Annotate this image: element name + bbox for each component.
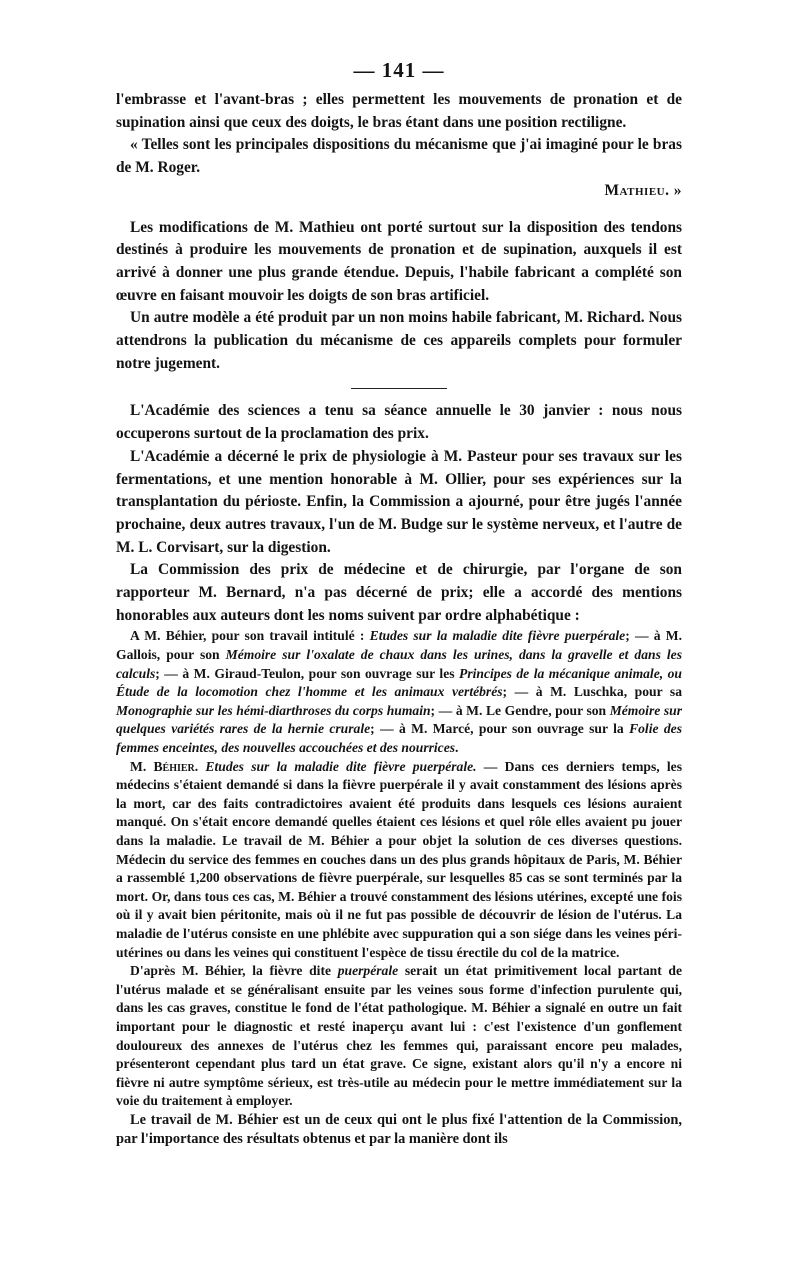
paragraph: « Telles sont les principales dispositions du mécanisme que j'ai imaginé pour le bras de M. Roger. — [116, 136, 682, 177]
paragraph: Un autre modèle a été produit par un non moins habile fabricant, M. Richard. Nous attendrons la publication du mécanisme de ces appareils complets pour formuler notre jugement. — [116, 309, 682, 372]
behier-review: M. Béhier. Etudes sur la maladie dite fièvre puerpérale. — Dans ces derniers temps, les médecins s'étaient demandé si dans la fièvre puerpérale il y avait constamment des lésions après la mort, car des faits contradictoires avaient été produits dans lesquels ces lésions auraient manqué. On s'était encore demandé quelles étaient ces lésions et quel rôle elles avaient pu jouer dans la maladie. Le travail de M. Béhier a pour objet la solution de ces diverses questions. Médecin du service des femmes en couches dans un des plus grands hôpitaux de Paris, M. Béhier a rassemblé 1,200 observations de fièvre puerpérale, sur lesquelles 85 cas se sont terminés par la mort. Or, dans tous ces cas, M. Béhier a trouvé constamment des lésions utérines, excepté une fois où il y avait bien péritonite, mais où il ne fut pas possible de découvrir de lésion de l'utérus. La maladie de l'utérus consiste en une phlébite avec suppuration qui a son siége dans les veines péri-utérines ou dans les veines qui constituent l'espèce de tissu érectile du col de la matrice. — [116, 758, 682, 960]
paragraph: l'embrasse et l'avant-bras ; elles permettent les mouvements de pronation et de supination ainsi que ceux des doigts, le bras étant dans une position rectiligne. — [116, 91, 682, 131]
summary-section — [116, 217, 682, 376]
paragraph: La Commission des prix de médecine et de chirurgie, par l'organe de son rapporteur M. Bernard, n'a pas décerné de prix; elle a accordé des mentions honorables aux auteurs dont les noms suivent par ordre alphabétique : — [116, 561, 682, 624]
paragraph: Le travail de M. Béhier est un de ceux qui ont le plus fixé l'attention de la Commission, par l'importance des résultats obtenus et par la manière dont ils — [116, 1111, 682, 1147]
page-number: — 141 — — [353, 58, 445, 82]
awards-section — [116, 627, 682, 1148]
section-divider — [351, 388, 447, 389]
book-page — [116, 58, 682, 1149]
paragraph: L'Académie a décerné le prix de physiologie à M. Pasteur pour ses travaux sur les fermentations, et une mention honorable à M. Ollier, pour ses expériences sur la transplantation du périoste. Enfin, la Commission a ajourné, pour être jugés l'année prochaine, deux autres travaux, l'un de M. Budge sur le système nerveux, et l'autre de M. L. Corvisart, sur la digestion. — [116, 447, 682, 556]
awards-list: A M. Béhier, pour son travail intitulé : Etudes sur la maladie dite fièvre puerpérale; — à M. Gallois, pour son Mémoire sur l'oxalate de chaux dans les urines, dans la gravelle et dans les calculs; — à M. Giraud-Teulon, pour son ouvrage sur les Principes de la mécanique animale, ou Étude de la locomotion chez l'homme et les animaux vertébrés; — à M. Luschka, pour sa Monographie sur les hémi-diarthroses du corps humain; — à M. Le Gendre, pour son Mémoire sur quelques variétés rares de la hernie crurale; — à M. Marcé, pour son ouvrage sur la Folie des femmes enceintes, des nouvelles accouchées et des nourrices. — [116, 628, 683, 756]
paragraph: Les modifications de M. Mathieu ont porté surtout sur la disposition des tendons destinés à produire les mouvements de pronation et de supination, auxquels il est arrivé à donner une plus grande étendue. Depuis, l'habile fabricant a complété son œuvre en faisant mouvoir les doigts de son bras artificiel. — [116, 218, 682, 304]
paragraph: L'Académie des sciences a tenu sa séance annuelle le 30 janvier : nous nous occuperons surtout de la proclamation des prix. — [116, 402, 682, 443]
signature: Mathieu. » — [604, 181, 682, 199]
paragraph: D'après M. Béhier, la fièvre dite puerpérale serait un état primitivement local partant de l'utérus malade et se généralisant ensuite par les veines sous forme d'infection purulente qui, dans les cas graves, constitue le fond de l'état pathologique. M. Béhier a signalé en outre un fait important pour le diagnostic et resté inaperçu avant lui : c'est l'existence d'un gonflement douloureux des annexes de l'utérus chez les femmes qui, paraissant encore peu malades, présenteront cependant plus tard un état grave. Ce signe, existant alors qu'il n'y a encore ni fièvre ni autre symptôme sérieux, est très-utile au médecin pour le mettre immédiatement sur la voie du traitement à employer. — [116, 963, 682, 1109]
mathieu-letter — [116, 89, 682, 203]
academie-section — [116, 400, 682, 627]
